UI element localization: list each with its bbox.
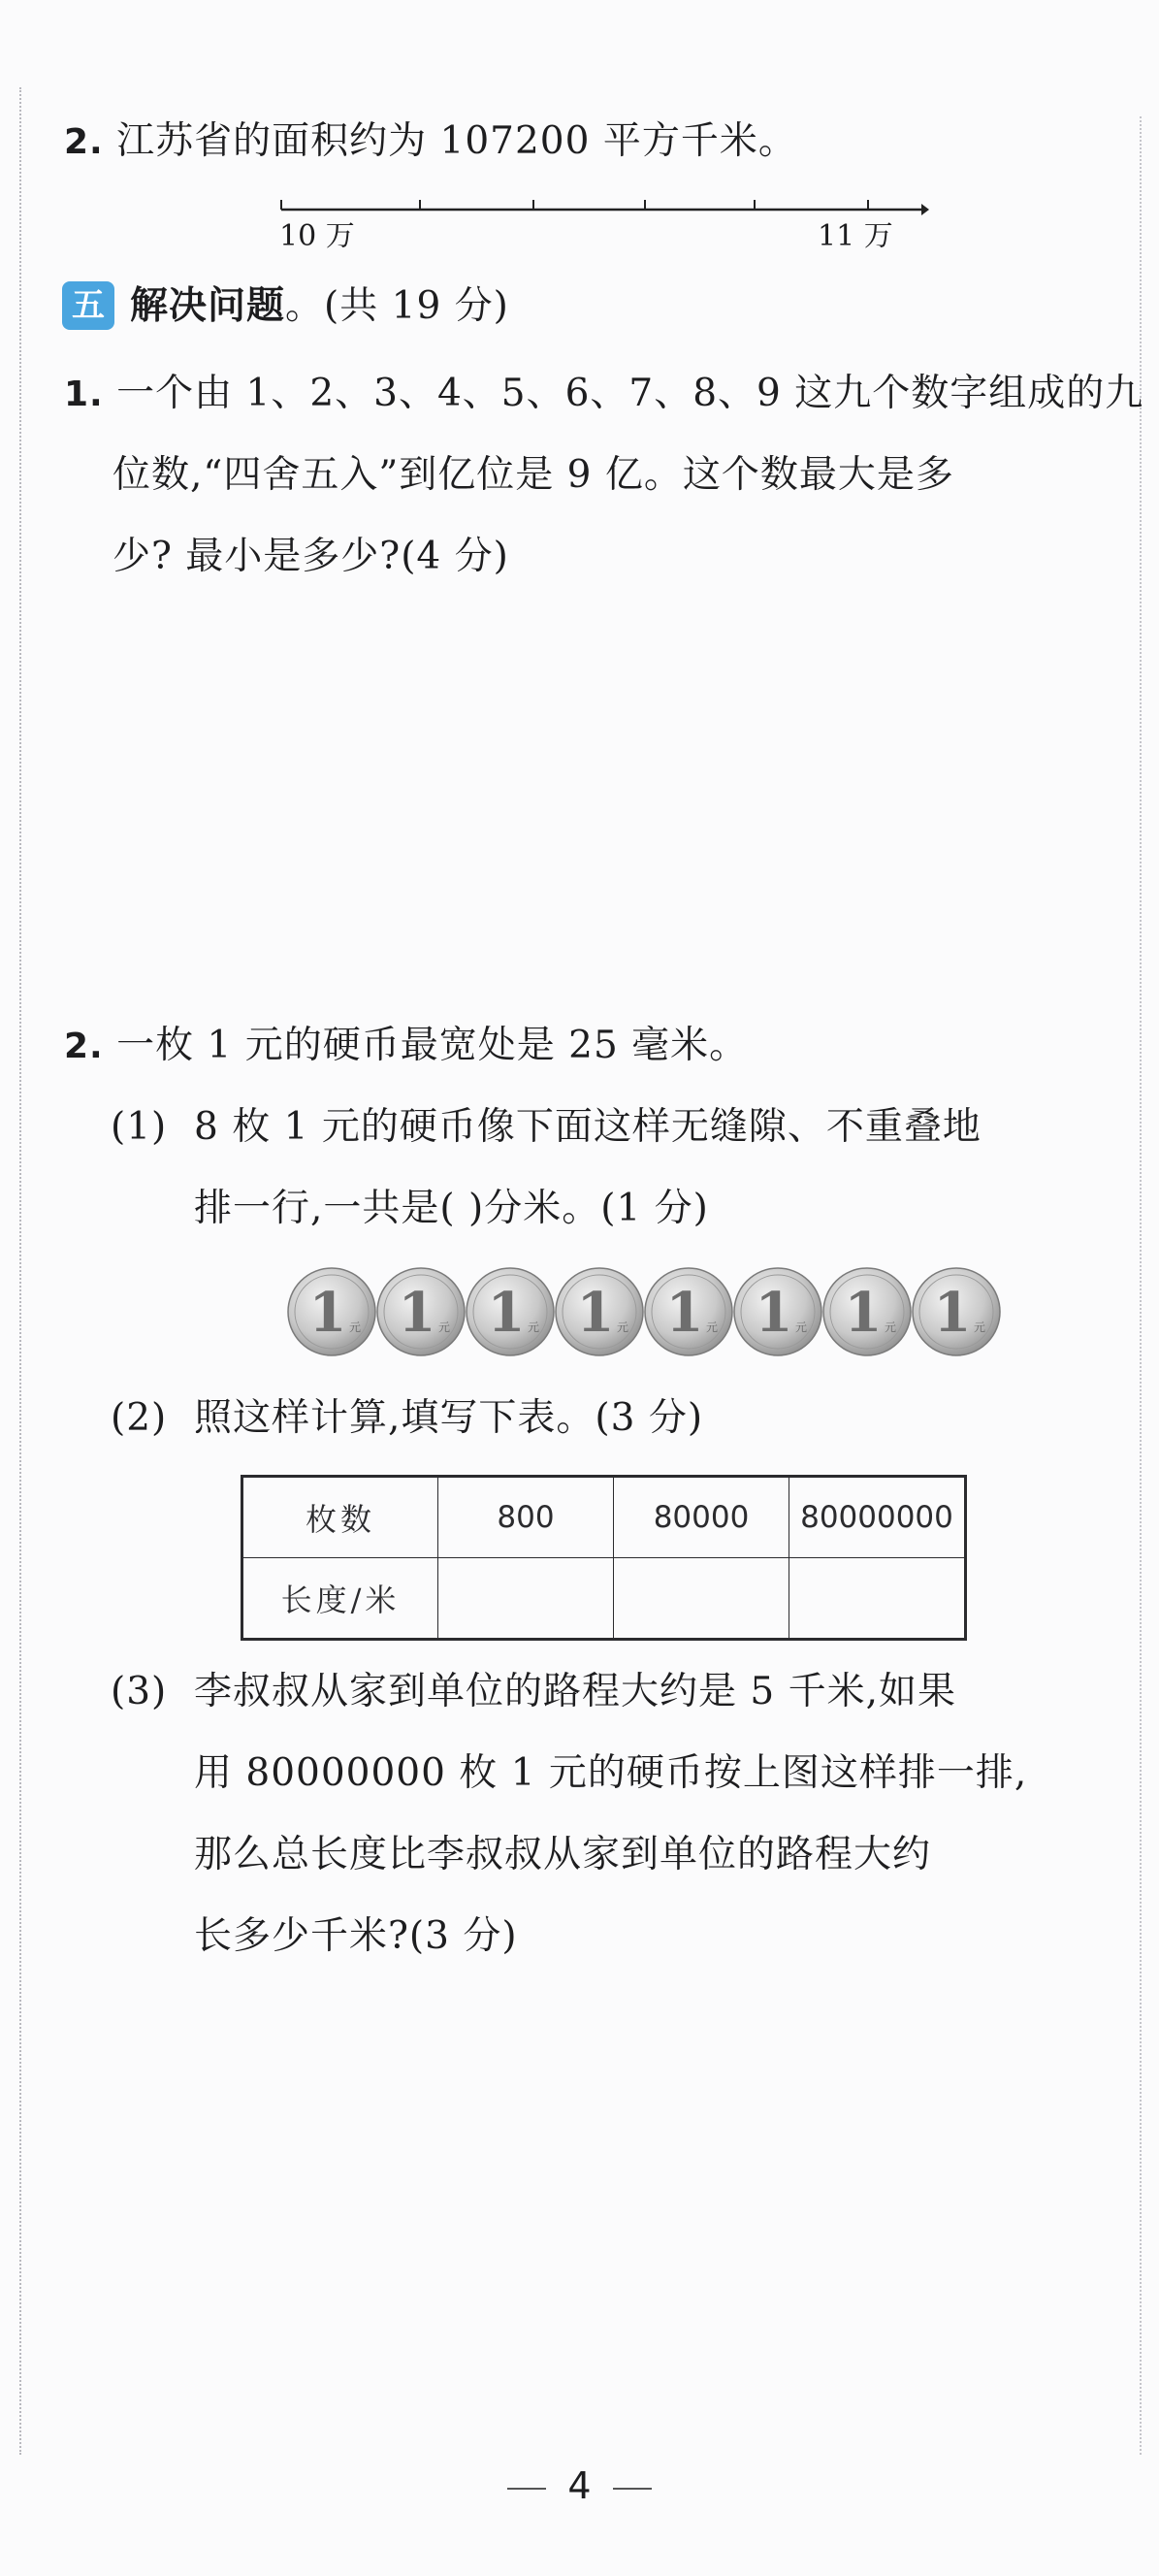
svg-text:1: 1 — [933, 1281, 972, 1345]
svg-text:元: 元 — [705, 1321, 719, 1334]
coin-icon — [823, 1268, 911, 1355]
table-cell: 80000 — [614, 1477, 789, 1558]
footer-dash-left — [507, 2488, 546, 2490]
svg-text:元: 元 — [973, 1321, 986, 1334]
coin-length-table — [241, 1475, 967, 1641]
page-number-text: 4 — [567, 2464, 592, 2507]
svg-text:元: 元 — [348, 1321, 362, 1334]
left-margin-dots — [19, 87, 21, 2455]
footer-dash-right — [613, 2488, 652, 2490]
section-badge: 五 — [62, 281, 114, 330]
svg-text:1: 1 — [487, 1281, 526, 1345]
table-answer-cell — [614, 1558, 789, 1640]
coin-icon — [913, 1268, 1000, 1355]
coin-icon — [556, 1268, 643, 1355]
coin-icon — [467, 1268, 554, 1355]
part-3-line4: 长多少千米?(3 分) — [194, 1914, 518, 1958]
question-number: 2. — [64, 122, 104, 162]
coin-icon — [734, 1268, 821, 1355]
question-1-line3: 少? 最小是多少?(4 分) — [113, 535, 509, 578]
svg-text:元: 元 — [884, 1321, 897, 1334]
question-text: 一个由 1、2、3、4、5、6、7、8、9 这九个数字组成的九 — [116, 372, 1144, 415]
svg-text:1: 1 — [308, 1281, 347, 1345]
svg-text:1: 1 — [576, 1281, 615, 1345]
svg-text:1: 1 — [665, 1281, 704, 1345]
table-cell: 80000000 — [789, 1477, 966, 1558]
table-answer-cell — [789, 1558, 966, 1640]
part-2-text: 照这样计算,填写下表。(3 分) — [194, 1396, 704, 1440]
table-row — [242, 1477, 966, 1558]
number-line-left-label: 10 万 — [279, 219, 355, 253]
table-answer-cell — [438, 1558, 614, 1640]
question-2-top — [64, 114, 797, 170]
part-1-label: (1) — [111, 1105, 168, 1149]
section-title — [130, 279, 509, 334]
table-header-count: 枚数 — [242, 1477, 438, 1558]
svg-text:元: 元 — [616, 1321, 629, 1334]
table-row — [242, 1558, 966, 1640]
svg-text:元: 元 — [437, 1321, 451, 1334]
part-1-line2: 排一行,一共是( )分米。(1 分) — [194, 1187, 709, 1230]
right-margin-dots — [1140, 116, 1142, 2455]
table-header-length: 长度/米 — [242, 1558, 438, 1640]
question-text: 一枚 1 元的硬币最宽处是 25 毫米。 — [116, 1024, 749, 1067]
question-text: 江苏省的面积约为 107200 平方千米。 — [116, 119, 797, 163]
section-points: 。(共 19 分) — [285, 284, 509, 328]
coin-icon — [377, 1268, 465, 1355]
svg-text:元: 元 — [794, 1321, 808, 1334]
page-number — [0, 2464, 1159, 2507]
svg-text:1: 1 — [398, 1281, 436, 1345]
question-number: 2. — [64, 1027, 104, 1066]
coins-graphic — [287, 1265, 1001, 1358]
table-cell: 800 — [438, 1477, 614, 1558]
svg-text:1: 1 — [755, 1281, 793, 1345]
number-line-arrow — [921, 204, 929, 215]
part-1-line1: 8 枚 1 元的硬币像下面这样无缝隙、不重叠地 — [194, 1105, 982, 1149]
question-number: 1. — [64, 375, 104, 414]
number-line-right-label: 11 万 — [818, 219, 893, 253]
part-2-label: (2) — [111, 1396, 168, 1440]
part-3-line1: 李叔叔从家到单位的路程大约是 5 千米,如果 — [194, 1670, 957, 1713]
svg-text:元: 元 — [527, 1321, 540, 1334]
question-1-line2: 位数,“四舍五入”到亿位是 9 亿。这个数最大是多 — [113, 453, 954, 497]
svg-text:1: 1 — [844, 1281, 883, 1345]
part-3-line2: 用 80000000 枚 1 元的硬币按上图这样排一排, — [194, 1751, 1028, 1795]
part-3-line3: 那么总长度比李叔叔从家到单位的路程大约 — [194, 1833, 932, 1876]
coin-icon — [288, 1268, 375, 1355]
question-1-line1 — [64, 367, 1143, 422]
question-2-line1 — [64, 1019, 748, 1074]
coin-icon — [645, 1268, 732, 1355]
coin-row — [287, 1265, 1001, 1362]
part-3-label: (3) — [111, 1670, 168, 1713]
section-title-text: 解决问题 — [130, 284, 286, 328]
